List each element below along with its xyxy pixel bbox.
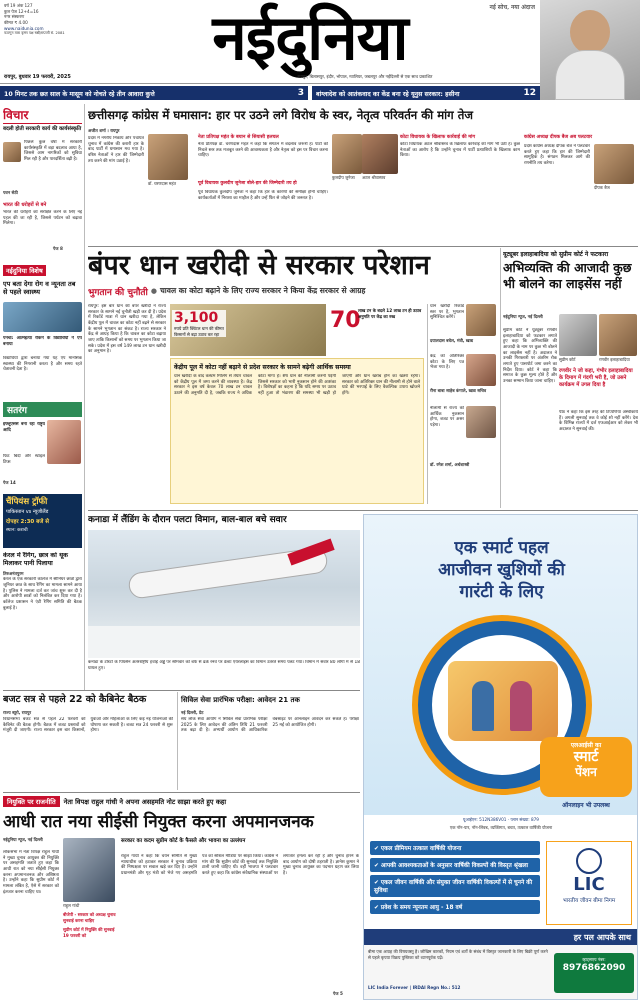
nd-vishesh [3, 258, 82, 400]
ad-phone: 8976862090 [562, 962, 626, 973]
satrang-text[interactable]: इंफ्लूएंसर्स बना रहा राष्ट्र्य आदि [3, 422, 45, 433]
cec-kicker: नियुक्ति पर राजनीति [3, 796, 60, 807]
satrang-title: सतरंग [3, 402, 82, 417]
satrang-section [3, 402, 82, 492]
plane-caption: कनाडा के टोरंटो के पियर्सन अंतरराष्ट्रीय हवाई अड्डे पर सोमवार को बर्फ से ढके रनवे पर डेल्टा एयरलाइंस का विमान उतरते समय पलट गया। विमान में सवार 80 लोगों में से 18 घायल हुए। [88, 660, 360, 671]
quote3-name: डॉ. रमेश शर्मा [430, 462, 452, 467]
cec-place: नईदुनिया न्यूज, नई दिल्ली [3, 837, 43, 842]
plane-headline[interactable]: कनाडा में लैंडिंग के दौरान पलटा विमान, बाल-बाल बचे सवार [88, 515, 287, 525]
nd-vishesh-head[interactable]: एप बता देगा रोग व न्यूनता तब से पहले स्वास्थ्य [3, 280, 76, 297]
champions-venue: स्थान: कराची [6, 528, 28, 533]
ad-phone-label: व्हाट्सएप नंबर: [582, 957, 606, 962]
ad-badge-bottom: पेंशन [575, 765, 597, 779]
quote3-photo [466, 406, 496, 438]
sc-caption1: सुप्रीम कोर्ट [559, 357, 576, 362]
juneja-photo [332, 134, 362, 174]
satrang-photo [47, 420, 81, 464]
top-col1: प्रदेश में नगरीय निकाय और पंचायत चुनाव में कांग्रेस की करारी हार के बाद पार्टी में घमासान मच गया है। वरिष्ठ नेताओं ने हार की जिम्मेदारी तय करने की मांग उठाई है। [88, 136, 144, 164]
ad-badge-brand: स्मार्ट [573, 749, 599, 765]
ad-feature-3: ✔ एकल जीवन वार्षिकी और संयुक्त जीवन वार्षिकी विकल्पों में से चुनने की सुविधा [370, 875, 540, 897]
atal-photo [362, 134, 398, 174]
kerala-body: केरल के एक सरकारी कॉलेज में सीनियर छात्रों द्वारा जूनियर छात्र के साथ रैगिंग का मामला सामने आया है। पुलिस ने मामला दर्ज कर जांच शुरू कर दी है और आरोपी छात्रों को निलंबित कर दिया गया है। कॉलेज प्रशासन ने एंटी रैगिंग समिति की बैठक बुलाई है। [3, 577, 82, 611]
cec-kicker-text: नेता विपक्ष राहुल गांधी ने अपना असहमति नोट साझा करते हुए कहा [63, 797, 227, 806]
civil-headline[interactable]: सिविल सेवा प्रारंभिक परीक्षा: आवेदन 21 तक [181, 696, 300, 704]
quote1-photo [466, 304, 496, 336]
civil-place: नई दिल्ली, प्रेट [181, 710, 204, 715]
champions-time: दोपहर 2:30 बजे से [6, 519, 50, 525]
sc-col1: सुप्रीम कोर्ट ने यूट्यूबर रणवीर इलाहाबादिया को फटकार लगाते हुए कहा कि अभिव्यक्ति की आजादी के नाम पर कुछ भी बोलने का लाइसेंस नहीं है। अदालत ने उनकी गिरफ्तारी पर अंतरिम रोक लगाते हुए पासपोर्ट जमा करने का निर्देश दिया। कोर्ट ने कहा कि समाज के कुछ मूल्य होते हैं और उनका सम्मान किया जाना चाहिए। [503, 328, 557, 385]
check-icon: ✔ [374, 905, 381, 911]
quote3-role: अर्थशास्त्री [454, 462, 470, 467]
sc-pullquote: रणवीर ने जो कहा, गंभीर इलाहाबादिया के दिमाग में गंदगी भरी है, जो उसने कार्यक्रम में उगल दिया है [559, 368, 633, 388]
check-icon: ✔ [374, 880, 381, 886]
ad-footer-brand: LIC India Forever | IRDAI Regn No.: 512 [368, 985, 461, 990]
quote3-text: नीलामी से राज्य को आर्थिक नुकसान होगा, बजट पर असर पड़ेगा। [430, 406, 464, 429]
ad-headline-block [364, 537, 638, 603]
masthead-photo [540, 0, 640, 100]
quote2-text: केंद्र को अतिरिक्त कोटा के लिए पत्र भेजा गया है। [430, 354, 464, 371]
ticker-bar [0, 86, 540, 100]
satrang-page: पेज 14 [3, 480, 16, 485]
ad-headline2: आजीवन खुशियों की [438, 560, 565, 580]
top-byline: अजीत शर्मा [88, 128, 106, 133]
issue-info: वर्ष 19 अंक 127 कुल पेज 12+4=16 नगर संस्करण कीमत ₹ 4.00 www.naidunia.com फाल्गुन मास कृष्ण पक्ष षष्ठी/सप्तमी सं. 2081 [4, 3, 104, 36]
plane-story [88, 512, 360, 688]
kerala-story [3, 552, 82, 688]
ad-feature-4: ✔ प्रवेश के समय न्यूनतम आयु - 18 वर्ष [370, 900, 540, 914]
quote1-text: धान खरीदी रिकॉर्ड स्तर पर है, भुगतान सुनिश्चित करेंगे। [430, 304, 464, 321]
cec-bullet2: सुप्रीम कोर्ट में नियुक्ति की सुनवाई 19 फरवरी को [63, 927, 115, 939]
stat1-box [172, 310, 226, 337]
kerala-head[interactable]: केरल में रैगिंग, छात्र को थूक मिलाकर पानी पिलाया [3, 552, 68, 567]
section2-head[interactable]: भारत की धरोहरों से बने [3, 202, 47, 208]
check-icon: ✔ [374, 846, 381, 852]
baij-photo [594, 144, 634, 184]
cec-sub: सरकार का कदम सुप्रीम कोर्ट के फैसले और भावना का उल्लंघन [121, 838, 246, 844]
rice-photo [170, 304, 326, 356]
vichar-author: पवन सेठी [3, 190, 18, 195]
top-sub2: पूर्व विधायक कुलदीप जुनेजा बोले-हार की जिम्मेदारी तय हो [198, 181, 297, 186]
rice-headline[interactable]: बंपर धान खरीदी से सरकार परेशान [88, 250, 430, 281]
rice-col1: रायपुर: इस बार धान की बंपर खरीदी ने राज्य सरकार के सामने नई चुनौती खड़ी कर दी है। प्रदेश में रिकॉर्ड मात्रा में धान खरीदा गया है, लेकिन केंद्रीय पूल में चावल का कोटा नहीं बढ़ने से सरकार के सामने भुगतान का संकट है। राज्य सरकार ने केंद्र से आग्रह किया है कि चावल का कोटा बढ़ाया जाए ताकि किसानों को समय पर भुगतान किया जा सके। प्रदेश में इस वर्ष 149 लाख टन धान खरीदी का अनुमान है। [88, 304, 166, 355]
kerala-place: तिरुअनंतपुरम [3, 570, 24, 576]
ad-whatsapp[interactable] [554, 953, 634, 993]
champions-trophy-box [3, 494, 82, 548]
caption-baij: दीपक बैज [594, 185, 610, 190]
cec-page-ref: पेज 5 [333, 991, 343, 996]
ad-badge-top: एलआईसी का [570, 742, 602, 749]
ad-uin: यूआईएन: 512N386V01 [463, 817, 507, 822]
rice-box [170, 358, 424, 504]
caption-juneja: कुलदीप जुनेजा [332, 175, 355, 180]
nd-vishesh-photo [3, 302, 82, 332]
cities-line: रायपुर, बिलासपुर, इंदौर, भोपाल, ग्वालियर, जबलपुर और नईदिल्ली से एक साथ प्रकाशित [297, 74, 433, 79]
rice-story [88, 248, 498, 508]
plane-photo [88, 530, 360, 658]
tagline: नई सोच, नया अंदाज [489, 4, 535, 11]
top-col5: प्रदेश कांग्रेस अध्यक्ष दीपक बैज ने पलटवार करते हुए कहा कि हार की जिम्मेदारी सामूहिक है। संगठन मिलकर आगे की रणनीति तय करेगा। [524, 144, 590, 167]
rice-box-body: धान खरीदी के बाद कस्टम मिलिंग से तैयार चावल को केंद्रीय पूल में जमा करने की व्यवस्था है। केंद्र सरकार ने इस वर्ष केवल 70 लाख टन चावल उठाने की अनुमति दी है, जबकि राज्य ने अधिक कोटा मांगा है। शेष धान की नीलामी करनी पड़ेगी जिससे सरकार को भारी नुकसान होने की आशंका है। विशेषज्ञों का कहना है कि यदि समय पर उठाव नहीं हुआ तो भंडारण की समस्या भी खड़ी हो जाएगी और धान खराब होने का खतरा रहेगा। सरकार को अतिरिक्त धान की नीलामी से होने वाले घाटे की भरपाई के लिए वैकल्पिक उपाय खोजने होंगे। [174, 374, 420, 397]
cec-bullet1: बीजेपी - सरकार को अध्यक्ष चुनाव सुनवाई करना चाहिए [63, 912, 116, 923]
top-col3: पूर्व विधायक कुलदीप जुनेजा ने कहा कि हार के कारणों की समीक्षा होनी चाहिए। कार्यकर्ताओं में निराशा का माहौल है और उन्हें फिर से जोड़ने की जरूरत है। [198, 190, 328, 201]
ticker-right[interactable]: बांग्लादेश को आतंकवाद का केंद्र बना रहे यूनुस सरकार: हसीना 12 [312, 86, 540, 100]
lic-advertisement[interactable] [363, 514, 638, 1000]
ad-online: ऑनलाइन भी उपलब्ध [562, 802, 610, 809]
lic-name: LIC [573, 874, 605, 895]
rice-box-head: केंद्रीय पूल में कोटा नहीं बढ़ाने से प्रदेश सरकार के सामने बढ़ेगी आर्थिक समस्या [174, 364, 351, 371]
cec-headline[interactable]: आधी रात नया सीईसी नियुक्त करना अपमानजनक [3, 812, 314, 832]
kicker-bullet-icon: ● [150, 287, 157, 295]
cec-caption: राहुल गांधी [63, 903, 80, 908]
quote1-name: दयालदास बघेल [430, 338, 454, 343]
vichar-body: पिछले कुछ वर्षों में सरकारी कार्यसंस्कृति में बड़ा बदलाव आया है, जिससे आम नागरिकों को सुविधा मिल रही है और पारदर्शिता बढ़ी है। [24, 140, 82, 163]
top-sub3: कोटा विधायक के खिलाफ कार्रवाई की मांग [400, 135, 476, 140]
ad-headline3: गारंटी के लिए [459, 582, 544, 602]
quote1-role: मंत्री, खाद्य [456, 338, 474, 343]
ad-plan-type: एक नॉन-पार, नॉन-लिंक्ड, व्यक्तिगत, बचत, तत्काल वार्षिकी योजना [449, 825, 553, 830]
sc-photo-court [559, 314, 597, 356]
date-line: रायपुर, बुधवार 19 फरवरी, 2025 [4, 74, 71, 80]
ad-headline1: एक स्मार्ट पहल [454, 538, 549, 558]
ad-plan-no: प्लान संख्या: 879 [510, 817, 539, 822]
rice-kicker: भुगतान की चुनौती [88, 287, 148, 298]
stat2-box [330, 304, 424, 356]
caption-atal: अटल श्रीवास्तव [362, 175, 386, 180]
budget-story [3, 692, 360, 790]
nd-vishesh-body: विद्यार्थियों द्वारा बनाया गया यह एप मानसिक स्वास्थ्य की निगरानी करता है और समय रहते चेतावनी देता है। [3, 356, 82, 373]
rice-quotes: धान खरीदी रिकॉर्ड स्तर पर है, भुगतान सुनिश्चित करेंगे। दयालदास बघेल, मंत्री, खाद्य केंद्र को अतिरिक्त कोटा के लिए पत्र भेजा गया है। रीना बाबा साहेब कंगाले, खाद्य सचिव नीलामी से राज्य को आर्थिक नुकसान होगा, बजट पर असर पड़ेगा। डॉ. रमेश शर्मा, अर्थशास्त्री [430, 304, 498, 504]
top-col4: कोटा विधायक अटल श्रीवास्तव के खिलाफ कार्रवाई की मांग भी उठी है। कुछ नेताओं का आरोप है कि उन्होंने चुनाव में पार्टी प्रत्याशियों के खिलाफ काम किया। [400, 142, 520, 159]
nd-vishesh-title: नईदुनिया विशेष [3, 265, 46, 276]
rahul-photo [63, 838, 115, 902]
quote2-photo [466, 354, 496, 386]
ticker-left-page: 3 [297, 88, 304, 98]
cec-story [3, 794, 360, 1000]
nd-vishesh-sub: पनचा: आत्महत्या रोकने के विद्यार्थियों ने एप बनाया [3, 336, 82, 347]
quote2-name: रीना बाबा साहेब कंगाले [430, 388, 466, 393]
caption-mahant: डॉ. चरणदास महंत [148, 181, 176, 186]
vichar-head[interactable]: बदली होती सरकारी कार्य की कार्यसंस्कृति [3, 126, 82, 132]
vichar-section [3, 106, 82, 256]
cec-bullets [63, 912, 117, 939]
champions-title: चैंपियंस ट्रॉफी [6, 497, 48, 507]
lic-hindi: भारतीय जीवन बीमा निगम [562, 898, 616, 904]
ad-footer [364, 945, 638, 1000]
stat1-value: 3,100 [172, 310, 226, 326]
stat1-text: रुपये प्रति क्विंटल धान की कीमत किसानों से बढ़ा उठाव कर रहा [172, 326, 226, 337]
lic-logo-box [546, 841, 632, 925]
top-col2: नेता प्रतिपक्ष डॉ. चरणदास महंत ने कहा कि संगठन में बदलाव जरूरी है। पार्टी को निचले स्तर तक मजबूत करने की आवश्यकता है और नेतृत्व को इस पर विचार करना चाहिए। [198, 142, 328, 159]
lic-logo-icon [576, 848, 602, 874]
civil-body: संघ लोक सेवा आयोग ने सिविल सेवा प्रारंभिक परीक्षा 2025 के लिए आवेदन की अंतिम तिथि 21 फरवरी तक बढ़ा दी है। अभ्यर्थी आयोग की आधिकारिक वेबसाइट पर ऑनलाइन आवेदन कर सकते हैं। परीक्षा 25 मई को आयोजित होगी। [181, 717, 359, 734]
top-story-headline[interactable]: छत्तीसगढ़ कांग्रेस में घमासान: हार पर उठने लगे विरोध के स्वर, नेतृत्व परिवर्तन की मांग तेज [88, 108, 473, 122]
top-place: रायपुर [110, 128, 120, 133]
budget-headline[interactable]: बजट सत्र से पहले 22 को कैबिनेट बैठक [3, 694, 147, 705]
section2-body: भारत की धरोहरों को संरक्षित करने के लिए नई पहल की जा रही है, जिससे पर्यटन को बढ़ावा मिलेगा। [3, 210, 82, 227]
sc-headline[interactable]: अभिव्यक्ति की आजादी कुछ भी बोलने का लाइसेंस नहीं [503, 260, 632, 291]
ad-features [370, 841, 540, 914]
top-story: छत्तीसगढ़ कांग्रेस में घमासान: हार पर उठने लगे विरोध के स्वर, नेतृत्व परिवर्तन की मांग तेज अजीत शर्मा । रायपुर प्रदेश में नगरीय निकाय और पंचायत चुनाव में कांग्रेस की करारी हार के बाद पार्टी में घमासान मच गया है। वरिष्ठ नेताओं ने हार की जिम्मेदारी तय करने की मांग उठाई है। डॉ. चरणदास महंत नेता प्रतिपक्ष महंत के बयान से सियासी हलचल नेता प्रतिपक्ष डॉ. चरणदास महंत ने कहा कि संगठन में बदलाव जरूरी है। पार्टी को निचले स्तर तक मजबूत करने की आवश्यकता है और नेतृत्व को इस पर विचार करना चाहिए। पूर्व विधायक कुलदीप जुनेजा बोले-हार की जिम्मेदारी तय हो पूर्व विधायक कुलदीप जुनेजा ने कहा कि हार के कारणों की समीक्षा होनी चाहिए। कार्यकर्ताओं में निराशा का माहौल है और उन्हें फिर से जोड़ने की जरूरत है। कुलदीप जुनेजा अटल श्रीवास्तव कोटा विधायक के खिलाफ कार्रवाई की मांग कोटा विधायक अटल श्रीवास्तव के खिलाफ कार्रवाई की मांग भी उठी है। कुछ नेताओं का आरोप है कि उन्होंने चुनाव में पार्टी प्रत्याशियों के खिलाफ काम किया। कांग्रेस अध्यक्ष दीपक बैज अब पलटवार दीपक बैज प्रदेश कांग्रेस अध्यक्ष दीपक बैज ने पलटवार करते हुए कहा कि हार की जिम्मेदारी सामूहिक है। संगठन मिलकर आगे की रणनीति तय करेगा। [88, 104, 638, 244]
mahant-photo [148, 134, 188, 180]
cec-col2: राहुल गांधी ने कहा कि चयन समिति से मुख्य न्यायाधीश को हटाकर सरकार ने चुनाव प्रक्रिया की निष्पक्षता पर सवाल खड़े कर दिए हैं। उन्होंने प्रधानमंत्री और गृह मंत्री को भेजे गए असहमति पत्र को सोशल मीडिया पर साझा किया। कांग्रेस ने मांग की कि सुप्रीम कोर्ट की सुनवाई तक नियुक्ति टाली जानी चाहिए थी। वहीं भाजपा ने पलटवार करते हुए कहा कि कांग्रेस संवैधानिक संस्थाओं पर लगातार हमला कर रही है और चुनाव हारने के बाद आयोग को दोषी ठहराती है। ज्ञानेश कुमार ने मुख्य चुनाव आयुक्त का पदभार ग्रहण कर लिया है। [121, 854, 359, 877]
stat2-text: लाख टन के बदले 12 लाख टन ही उठाव अनुमति पर केंद्र का रुख [358, 308, 422, 319]
ad-plan-info: यूआईएन: 512N386V01 · प्लान संख्या: 879 [463, 817, 539, 822]
stat2-value: 70 [330, 308, 361, 333]
sc-caption2: रणवीर इलाहाबादिया [599, 357, 630, 362]
vichar-title: विचार [3, 106, 82, 124]
top-sub4: कांग्रेस अध्यक्ष दीपक बैज अब पलटवार [524, 135, 593, 140]
sc-kicker: यूट्यूबर इलाहाबादिया को सुप्रीम कोर्ट ने फटकारा [503, 251, 609, 258]
quote2-role: खाद्य सचिव [468, 388, 487, 393]
sc-place: नईदुनिया न्यूज, नई दिल्ली [503, 314, 543, 319]
ticker-left[interactable]: 10 मिनट तक छत साल के मासूम को नोचते रहे तीन आवारा कुत्ते 3 [0, 86, 308, 100]
budget-place: राज्य ब्यूरो, रायपुर [3, 710, 32, 715]
sc-photo-ranveer [599, 314, 637, 356]
section2-page: पेज 8 [53, 246, 63, 251]
rice-subhead: चावल का कोटा बढ़ाने के लिए राज्य सरकार ने किया केंद्र सरकार से आग्रह [159, 286, 366, 295]
ticker-right-page: 12 [523, 88, 536, 98]
sc-col2: पीठ ने कहा कि इस तरह की टिप्पणियां अस्वीकार्य हैं। अगली सुनवाई तक वे कोई शो नहीं करेंगे। देश के विभिन्न राज्यों में दर्ज एफआईआर को लेकर भी अदालत ने सुनवाई की। [559, 410, 638, 433]
ad-feature-2: ✔ आपकी आवश्यकताओं के अनुसार वार्षिकी विकल्पों की विस्तृत श्रृंखला [370, 858, 540, 872]
check-icon: ✔ [374, 863, 381, 869]
champions-match: पाकिस्तान vs न्यूजीलैंड [6, 509, 49, 515]
budget-body: विधानसभा बजट सत्र से पहले 22 फरवरी को कैबिनेट की बैठक होगी। बैठक में बजट प्रस्तावों को मंजूरी दी जाएगी। राज्य सरकार इस बार किसानों, युवाओं और महिलाओं के लिए कई नई योजनाओं की घोषणा कर सकती है। बजट सत्र 24 फरवरी से शुरू होगा। [3, 717, 173, 734]
masthead-title: नईदुनिया [212, 1, 408, 74]
top-sub1: नेता प्रतिपक्ष महंत के बयान से सियासी हलचल [198, 135, 279, 140]
ad-footer-text: बीमा एक आग्रह की विषयवस्तु है। जोखिम कारकों, नियम एवं शर्तों के संबंध में विस्तृत जानकारी के लिए बिक्री पूर्ण करने से पहले कृपया विक्रय पुस्तिका को ध्यानपूर्वक पढ़ें। [368, 949, 548, 960]
cec-col1: लोकसभा में नेता विपक्ष राहुल गांधी ने मुख्य चुनाव आयुक्त की नियुक्ति पर असहमति जताते हुए कहा कि आधी रात को नया सीईसी नियुक्त करना अपमानजनक और अशिष्टता है। उन्होंने कहा कि सुप्रीम कोर्ट में मामला लंबित है, ऐसे में सरकार को इंतजार करना चाहिए था। [3, 850, 59, 895]
sc-story [503, 250, 638, 508]
satrang-body: फिट बिंदी और स्टाइल टिप्स [3, 454, 45, 465]
vichar-author-photo [3, 142, 21, 162]
lic-tagline: हर पल आपके साथ [364, 929, 638, 946]
ad-badge [540, 737, 632, 797]
ad-feature-1: ✔ एकल प्रीमियम तत्काल वार्षिकी योजना [370, 841, 540, 855]
website-link[interactable]: www.naidunia.com [4, 25, 44, 31]
